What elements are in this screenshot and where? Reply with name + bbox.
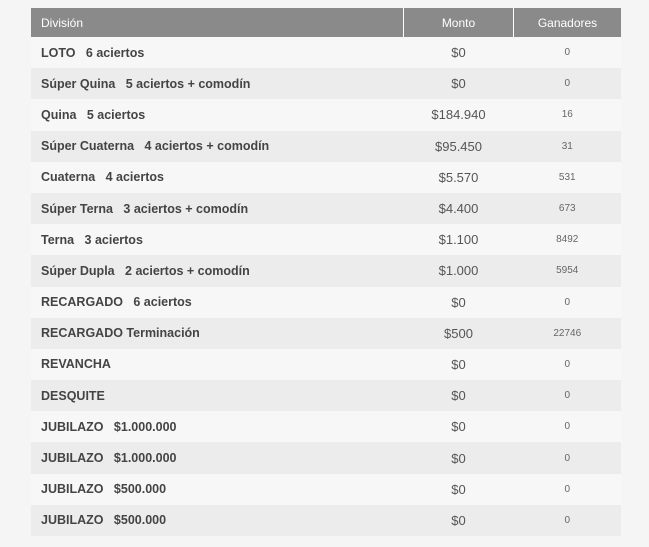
cell-ganadores: 673 <box>514 193 622 224</box>
cell-ganadores: 0 <box>514 37 622 68</box>
cell-monto: $0 <box>404 380 514 411</box>
cell-division: Súper Cuaterna 4 aciertos + comodín <box>31 131 404 162</box>
cell-monto: $0 <box>404 37 514 68</box>
cell-monto: $95.450 <box>404 131 514 162</box>
cell-ganadores: 16 <box>514 99 622 130</box>
cell-division: JUBILAZO $1.000.000 <box>31 411 404 442</box>
table-body <box>31 37 621 536</box>
cell-monto: $5.570 <box>404 162 514 193</box>
prize-table <box>31 8 621 536</box>
cell-division: RECARGADO Terminación <box>31 318 404 349</box>
cell-division: REVANCHA <box>31 349 404 380</box>
cell-division: JUBILAZO $500.000 <box>31 474 404 505</box>
cell-division: Terna 3 aciertos <box>31 224 404 255</box>
header-division: División <box>31 8 404 37</box>
cell-division: Súper Terna 3 aciertos + comodín <box>31 193 404 224</box>
cell-monto: $0 <box>404 68 514 99</box>
cell-division: DESQUITE <box>31 380 404 411</box>
cell-monto: $0 <box>404 442 514 473</box>
cell-monto: $0 <box>404 505 514 536</box>
cell-ganadores: 0 <box>514 349 622 380</box>
cell-ganadores: 531 <box>514 162 622 193</box>
cell-ganadores: 5954 <box>514 255 622 286</box>
cell-ganadores: 8492 <box>514 224 622 255</box>
cell-division: Cuaterna 4 aciertos <box>31 162 404 193</box>
cell-monto: $0 <box>404 349 514 380</box>
table-row <box>31 162 621 193</box>
table-header <box>31 8 621 37</box>
table-row <box>31 380 621 411</box>
table-row <box>31 318 621 349</box>
cell-monto: $184.940 <box>404 99 514 130</box>
table-row <box>31 131 621 162</box>
header-ganadores: Ganadores <box>514 8 622 37</box>
header-monto: Monto <box>404 8 514 37</box>
table-row <box>31 442 621 473</box>
table-row <box>31 411 621 442</box>
cell-ganadores: 31 <box>514 131 622 162</box>
cell-monto: $0 <box>404 411 514 442</box>
cell-division: RECARGADO 6 aciertos <box>31 287 404 318</box>
cell-ganadores: 0 <box>514 411 622 442</box>
table-row <box>31 505 621 536</box>
cell-ganadores: 0 <box>514 442 622 473</box>
cell-monto: $0 <box>404 287 514 318</box>
cell-monto: $500 <box>404 318 514 349</box>
table-row <box>31 193 621 224</box>
cell-ganadores: 0 <box>514 68 622 99</box>
cell-division: JUBILAZO $500.000 <box>31 505 404 536</box>
header-row <box>31 8 621 37</box>
table-row <box>31 37 621 68</box>
table-row <box>31 224 621 255</box>
cell-division: LOTO 6 aciertos <box>31 37 404 68</box>
cell-ganadores: 0 <box>514 287 622 318</box>
cell-division: Súper Dupla 2 aciertos + comodín <box>31 255 404 286</box>
cell-division: Súper Quina 5 aciertos + comodín <box>31 68 404 99</box>
table-row <box>31 474 621 505</box>
cell-ganadores: 0 <box>514 380 622 411</box>
table-row <box>31 349 621 380</box>
cell-division: JUBILAZO $1.000.000 <box>31 442 404 473</box>
cell-ganadores: 0 <box>514 474 622 505</box>
table-row <box>31 68 621 99</box>
cell-monto: $0 <box>404 474 514 505</box>
table-row <box>31 99 621 130</box>
cell-monto: $1.000 <box>404 255 514 286</box>
cell-division: Quina 5 aciertos <box>31 99 404 130</box>
cell-ganadores: 22746 <box>514 318 622 349</box>
cell-monto: $1.100 <box>404 224 514 255</box>
cell-ganadores: 0 <box>514 505 622 536</box>
table-row <box>31 255 621 286</box>
prize-table-container <box>31 8 621 536</box>
cell-monto: $4.400 <box>404 193 514 224</box>
table-row <box>31 287 621 318</box>
